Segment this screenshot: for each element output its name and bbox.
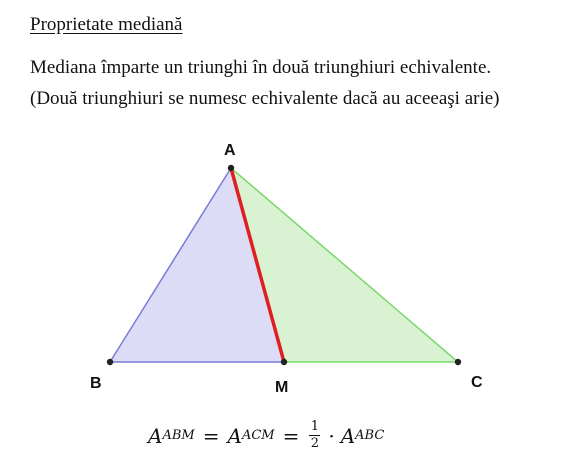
area-symbol: A — [148, 423, 163, 448]
multiplication-dot: · — [328, 423, 335, 448]
section-title: Proprietate mediană — [30, 14, 183, 35]
point-a — [228, 165, 234, 171]
fraction-denominator: 2 — [310, 436, 319, 451]
label-b: B — [90, 375, 102, 392]
point-c — [455, 359, 461, 365]
property-statement: Mediana împarte un triunghi în două triunghiuri echivalente. — [30, 57, 492, 78]
area-formula — [148, 420, 384, 451]
label-m: M — [275, 379, 289, 396]
point-m — [281, 359, 287, 365]
equals-sign: = — [282, 423, 300, 448]
fraction-numerator: 1 — [310, 419, 319, 434]
subscript-abm: ABM — [162, 428, 195, 443]
label-c: C — [471, 374, 483, 391]
label-a: A — [224, 142, 236, 159]
subscript-acm: ACM — [241, 428, 275, 443]
subscript-abc: ABC — [355, 428, 385, 443]
fraction-one-half — [309, 420, 320, 451]
equals-sign: = — [202, 423, 220, 448]
equivalence-definition: (Două triunghiuri se numesc echivalente dacă au aceeaşi arie) — [30, 88, 500, 109]
area-symbol: A — [227, 423, 242, 448]
point-b — [107, 359, 113, 365]
area-symbol: A — [340, 423, 356, 448]
